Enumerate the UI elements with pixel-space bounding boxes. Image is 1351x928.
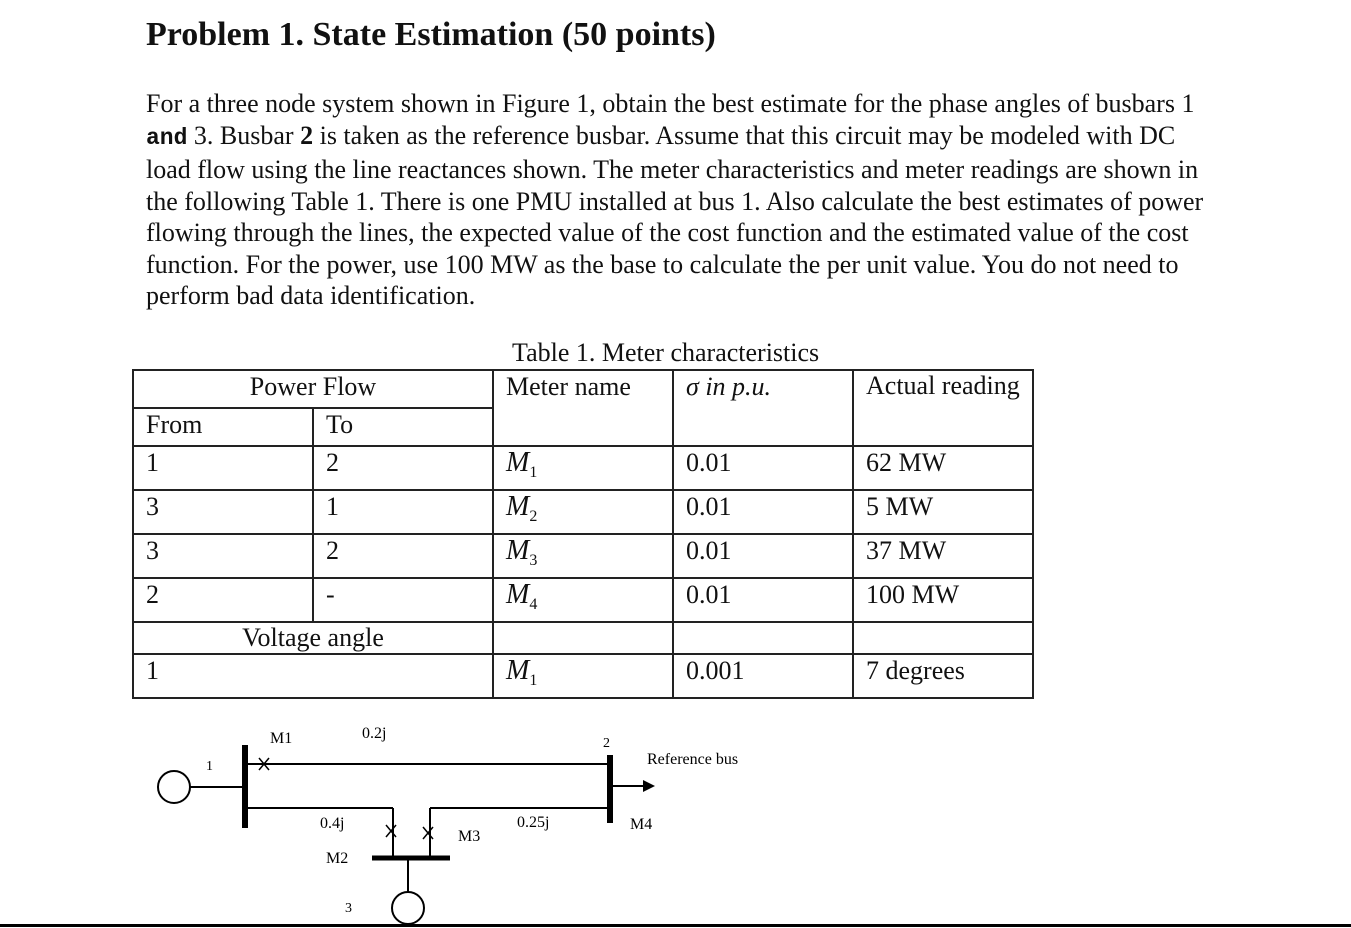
header-to: To [313,408,493,446]
label-m4: M4 [630,816,653,833]
table-row [133,490,1033,534]
cell-to: - [313,578,493,622]
cell-meter: $M_4$ [493,578,673,622]
voltage-blank-reading [853,622,1033,654]
statement-bold-bus: 2 [300,120,314,150]
header-meter-blank [493,408,673,446]
label-m3: M3 [458,828,481,845]
meter-m3-icon [423,827,433,839]
voltage-angle-label: Voltage angle [133,622,493,654]
cell-sigma: 0.001 [673,654,853,698]
cell-to: 2 [313,534,493,578]
cell-reading: 5 MW [853,490,1033,534]
header-meter-name: Meter name [493,370,673,408]
cell-meter: $M_1$ [493,446,673,490]
statement-part-2: 3. Busbar [187,120,301,150]
cell-from: 3 [133,490,313,534]
label-bus2: 2 [603,736,610,751]
cell-sigma: 0.01 [673,534,853,578]
label-m2: M2 [326,850,349,867]
cell-from: 1 [133,446,313,490]
cell-voltage-bus: 1 [133,654,493,698]
label-bus3: 3 [345,901,352,916]
voltage-blank-sigma [673,622,853,654]
statement-and: and [146,124,188,151]
page-title: Problem 1. State Estimation (50 points) [146,16,716,53]
table-row [133,654,1033,698]
cell-to: 1 [313,490,493,534]
bottom-rule [0,924,1351,927]
cell-to: 2 [313,446,493,490]
cell-reading: 100 MW [853,578,1033,622]
table-header-row [133,370,1033,408]
header-actual-reading: Actual reading [853,370,1033,446]
cell-sigma: 0.01 [673,446,853,490]
cell-sigma: 0.01 [673,578,853,622]
voltage-blank-meter [493,622,673,654]
cell-meter: $M_2$ [493,490,673,534]
problem-statement [146,88,1206,312]
cell-from: 2 [133,578,313,622]
reference-arrow-icon [643,780,655,792]
cell-reading: 7 degrees [853,654,1033,698]
cell-sigma: 0.01 [673,490,853,534]
table-row [133,534,1033,578]
cell-meter: $M_1$ [493,654,673,698]
header-power-flow: Power Flow [133,370,493,408]
cell-from: 3 [133,534,313,578]
cell-reading: 62 MW [853,446,1033,490]
generator-1-icon [158,771,190,803]
label-x12: 0.2j [362,725,387,742]
label-x13: 0.4j [320,815,345,832]
cell-meter: $M_3$ [493,534,673,578]
meter-m2-icon [386,825,396,837]
header-from: From [133,408,313,446]
table-caption: Table 1. Meter characteristics [512,338,820,367]
three-bus-diagram [140,700,780,928]
voltage-angle-header-row [133,622,1033,654]
statement-part-3: is taken as the reference busbar. Assume that this circuit may be modeled with DC load flow using the line reactances shown. The meter characteristics and meter readings are shown in the following Table 1. There is one PMU installed at bus 1. Also calculate the best estimates of power flowing through the lines, the expected value of the cost function and the estimated value of the cost function. For the power, use 100 MW as the base to calculate the per unit value. You do not need to perform bad data identification. [146,120,1204,310]
header-sigma: σ in p.u. [673,370,853,408]
cell-reading: 37 MW [853,534,1033,578]
label-bus1: 1 [206,759,213,774]
label-m1: M1 [270,730,293,747]
label-reference-bus: Reference bus [647,751,739,768]
table-row [133,578,1033,622]
table-row [133,446,1033,490]
statement-part-1: For a three node system shown in Figure 1, obtain the best estimate for the phase angles of busbars 1 [146,89,1195,118]
label-x23: 0.25j [517,814,550,831]
header-sigma-blank [673,408,853,446]
meter-table [132,369,1034,699]
load-3-icon [392,892,424,924]
